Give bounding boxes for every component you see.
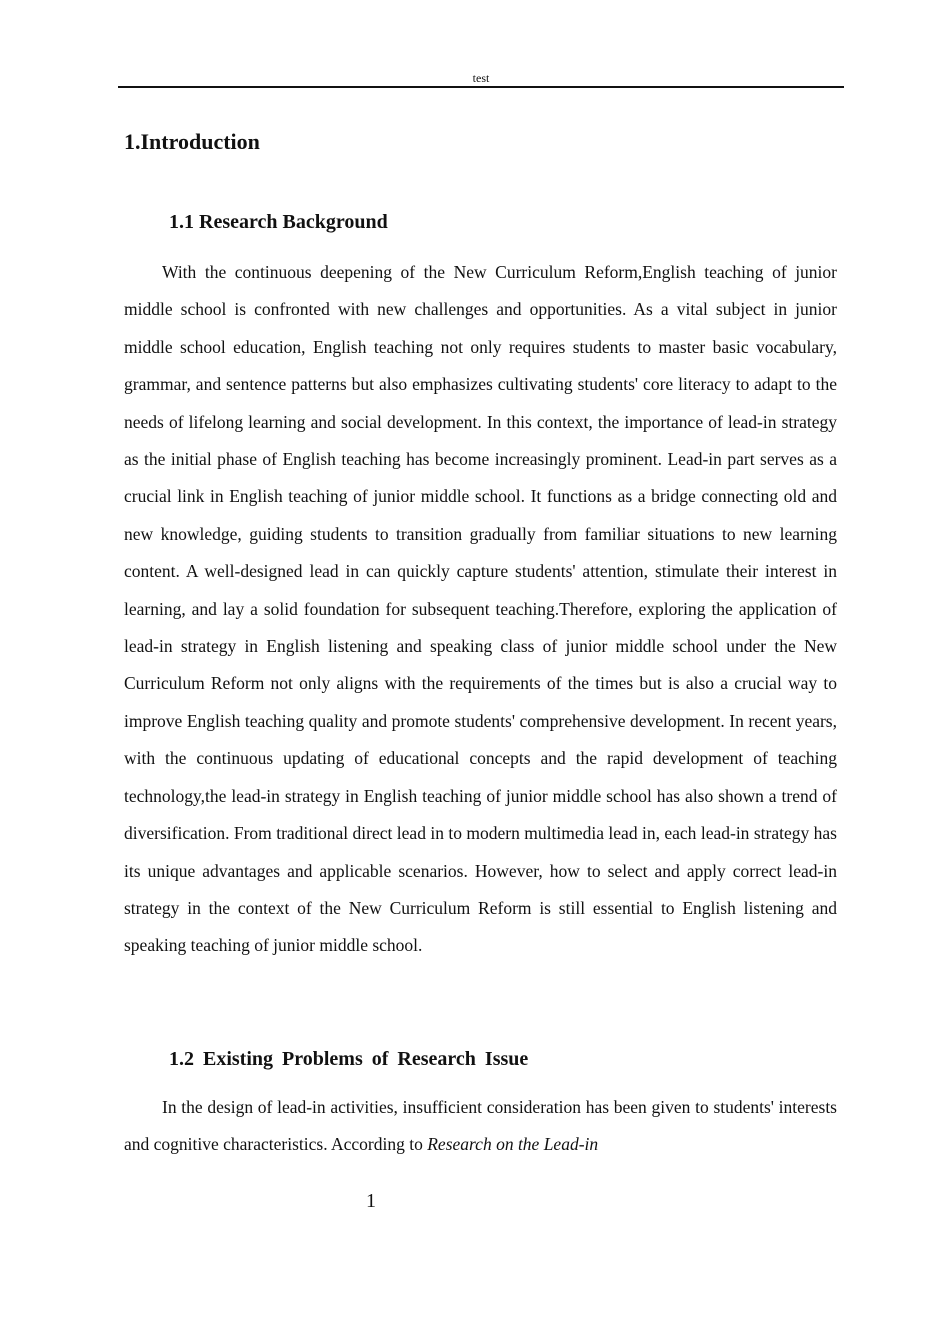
research-background-paragraph: With the continuous deepening of the New Curriculum Reform,English teaching of junior middle school is confronted with new challenges and opportunities. As a vital subject in junior middle school education, English teaching not only requires students to master basic vocabulary, grammar, and sentence patterns but also emphasizes cultivating students' core literacy to adapt to the needs of lifelong learning and social development. In this context, the importance of lead-in strategy as the initial phase of English teaching has become increasingly prominent. Lead-in part serves as a crucial link in English teaching of junior middle school. It functions as a bridge connecting old and new knowledge, guiding students to transition gradually from familiar situations to new learning content. A well-designed lead in can quickly capture students' attention, stimulate their interest in learning, and lay a solid foundation for subsequent teaching.Therefore, exploring the application of lead-in strategy in English listening and speaking class of junior middle school under the New Curriculum Reform not only aligns with the requirements of the times but is also a crucial way to improve English teaching quality and promote students' comprehensive development. In recent years, with the continuous updating of educational concepts and the rapid development of teaching technology,the lead-in strategy in English teaching of junior middle school has also shown a trend of diversification. From traditional direct lead in to modern multimedia lead in, each lead-in strategy has its unique advantages and applicable scenarios. However, how to select and apply correct lead-in strategy in the context of the New Curriculum Reform is still essential to English listening and speaking teaching of junior middle school. — [124, 262, 837, 956]
chapter-title: 1.Introduction — [124, 129, 260, 154]
section-title-research-background: 1.1 Research Background — [169, 211, 388, 233]
cited-work-title: Research on the Lead-in — [427, 1134, 599, 1155]
page-header-text: test — [472, 71, 490, 85]
existing-problems-text: In the design of lead-in activities, insufficient consideration has been given to students' interests and cognitive characteristics. According to — [124, 1097, 837, 1155]
existing-problems-paragraph — [124, 1089, 837, 1164]
header-divider — [118, 86, 844, 88]
section-title-existing-problems: 1.2 Existing Problems of Research Issue — [169, 1048, 529, 1070]
page-number: 1 — [366, 1190, 376, 1212]
